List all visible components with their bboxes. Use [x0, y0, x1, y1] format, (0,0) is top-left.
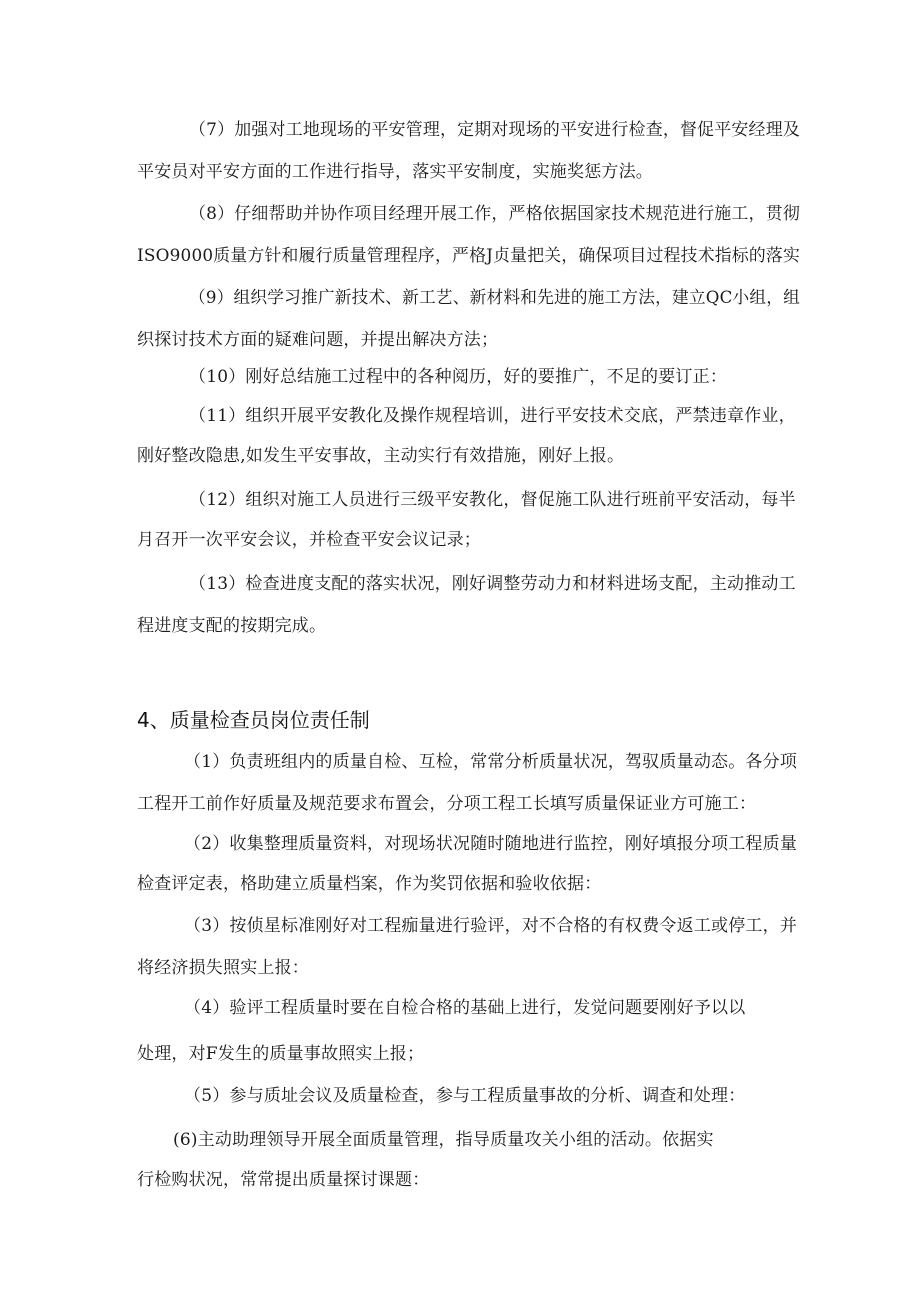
s4-item-6-line-1: (6)主动助理领导开展全面质量管理，指导质量攻关小组的活动。依据实 — [173, 1130, 714, 1150]
s4-item-6-line-2: 行检购状况，常常提出质量探讨课题： — [137, 1170, 430, 1190]
s4-item-4-line-1: （4）验评工程质量时要在自检合格的基础上进行，发觉问题要刚好予以以 — [184, 998, 746, 1018]
item-7-line-1: （7）加强对工地现场的平安管理，定期对现场的平安进行检查，督促平安经理及 — [189, 120, 800, 140]
item-12-line-1: （12）组织对施工人员进行三级平安教化，督促施工队进行班前平安活动，每半 — [189, 490, 796, 510]
s4-item-3-line-1: （3）按侦星标准刚好对工程痂量进行验评，对不合格的有权费令返工或停工，并 — [184, 916, 798, 936]
item-9-line-2: 织探讨技术方面的疑难问题，并提出解决方法； — [137, 330, 499, 350]
item-13-line-2: 程进度支配的按期完成。 — [137, 616, 327, 636]
item-11-line-1: （11）组织开展平安教化及操作规程培训，进行平安技术交底，严禁违章作业， — [189, 406, 796, 426]
s4-item-4-line-2: 处理，对F发生的质量事故照实上报； — [137, 1044, 425, 1064]
item-9-line-1: （9）组织学习推广新技术、新工艺、新材料和先进的施工方法，建立QC小组，组 — [189, 288, 801, 308]
item-8-line-2: ISO9000质量方针和履行质量管理程序，严格J贞量把关，确保项目过程技术指标的落实 — [137, 246, 801, 266]
item-12-line-2: 月召开一次平安会议，并检查平安会议记录； — [137, 530, 481, 550]
s4-item-5-line-1: （5）参与质址会议及质量检查，参与工程质量事故的分析、调查和处理： — [184, 1086, 746, 1106]
item-10-line-1: （10）刚好总结施工过程中的各种阅历，好的要推广，不足的要订正： — [189, 367, 728, 387]
item-13-line-1: （13）检查进度支配的落实状况，刚好调整劳动力和材料进场支配，主动推动工 — [189, 574, 796, 594]
s4-item-3-line-2: 将经济损失照实上报： — [137, 958, 309, 978]
s4-item-2-line-1: （2）收集整理质量资料，对现场状况随时随地进行监控，刚好填报分项工程质量 — [184, 834, 798, 854]
section-heading: 4、质量检查员岗位责任制 — [137, 708, 370, 732]
s4-item-2-line-2: 检查评定表，格助建立质量档案，作为奖罚依据和验收依据： — [137, 874, 602, 894]
s4-item-1-line-1: （1）负责班组内的质量自检、互检，常常分析质量状况，驾驭质量动态。各分项 — [184, 752, 798, 772]
s4-item-1-line-2: 工程开工前作好质量及规范要求布置会，分项工程工长填写质量保证业方可施工： — [137, 794, 757, 814]
item-7-line-2: 平安员对平安方面的工作进行指导，落实平安制度，实施奖惩方法。 — [137, 162, 653, 182]
item-8-line-1: （8）仔细帮助并协作项目经理开展工作，严格依据国家技术规范进行施工，贯彻 — [189, 204, 800, 224]
item-11-line-2: 刚好整改隐患,如发生平安事故，主动实行有效措施，刚好上报。 — [137, 446, 625, 466]
